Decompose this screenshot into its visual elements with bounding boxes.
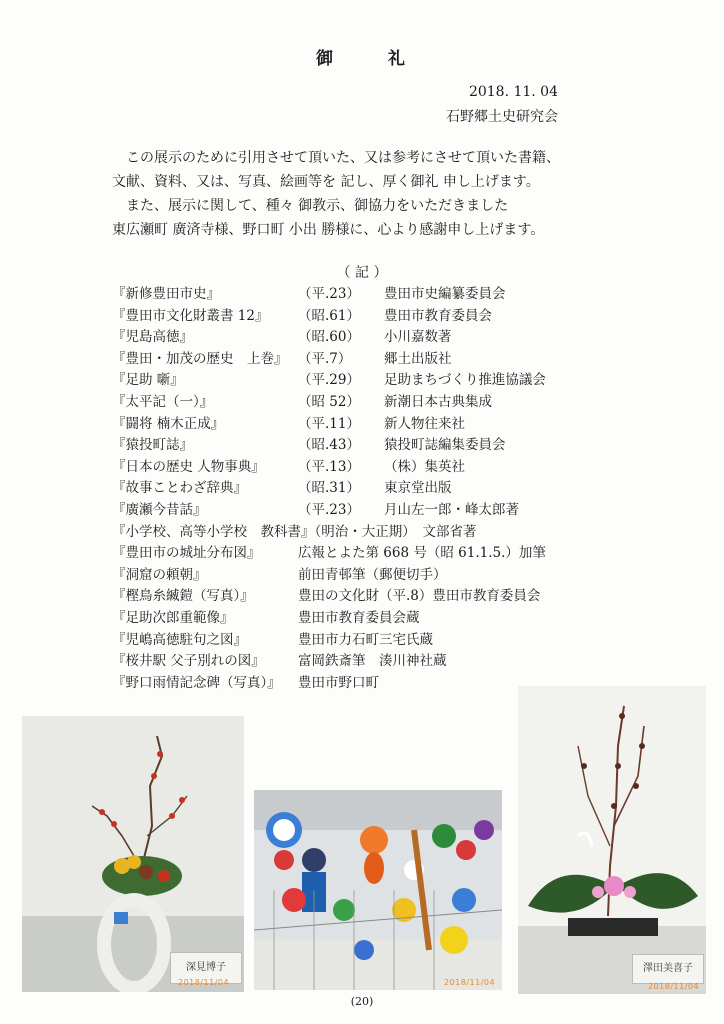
reference-year: （平.11） (298, 415, 360, 432)
intro-line: また、展示に関して、種々 御教示、御協力をいただきました (126, 198, 509, 214)
reference-title: 『児嶋高徳駐句之図』 (112, 631, 247, 648)
reference-title: 『太平記（一）』 (112, 393, 214, 410)
ikebana-photo-left (22, 716, 244, 992)
title-char-2: 礼 (388, 49, 408, 69)
intro-paragraph (112, 146, 612, 242)
reference-row (112, 280, 632, 302)
reference-title: 『新修豊田市史』 (112, 286, 220, 302)
reference-row (112, 431, 632, 453)
reference-year: （昭 52） (298, 393, 360, 410)
reference-publisher: 豊田市野口町 (298, 674, 379, 691)
reference-title: 『樫鳥糸縅鎧（写真）』 (112, 588, 254, 605)
reference-title: 『児島高徳』 (112, 329, 193, 346)
reference-title: 『豊田市の城址分布図』 (112, 545, 261, 562)
reference-publisher: （株）集英社 (384, 458, 465, 475)
reference-title: 『廣瀬今昔話』 (112, 501, 207, 518)
reference-year: （昭.31） (298, 480, 360, 497)
reference-row (112, 604, 632, 626)
reference-row (112, 410, 632, 432)
reference-publisher: 足助まちづくり推進協議会 (384, 372, 546, 389)
reference-publisher: 猿投町誌編集委員会 (384, 437, 506, 454)
reference-title: 『桜井駅 父子別れの図』 (112, 653, 265, 670)
intro-line: 文献、資料、又は、写真、絵画等を 記し、厚く御礼 申し上げます。 (112, 174, 540, 190)
reference-row (112, 496, 632, 518)
reference-publisher: 豊田市史編纂委員会 (384, 286, 506, 302)
reference-row (112, 388, 632, 410)
reference-publisher: 小川嘉数著 (384, 329, 452, 346)
reference-year: （平.29） (298, 372, 360, 389)
page-number: (20) (350, 995, 374, 1008)
intro-line: この展示のために引用させて頂いた、又は参考にさせて頂いた書籍、 (126, 150, 560, 166)
title-char-1: 御 (316, 49, 336, 69)
intro-line: 東広瀬町 廣済寺様、野口町 小出 勝様に、心より感謝申し上げます。 (112, 222, 545, 238)
reference-title: 『豊田・加茂の歴史 上巻』 (112, 350, 288, 367)
reference-title: 『野口雨情記念碑（写真）』 (112, 674, 281, 691)
reference-title: 『豊田市文化財叢書 12』 (112, 307, 269, 324)
organization-name: 石野郷土史研究会 (446, 109, 558, 125)
reference-row (112, 474, 632, 496)
reference-publisher: 新人物往来社 (384, 415, 465, 432)
reference-publisher: 豊田の文化財（平.8）豊田市教育委員会 (298, 588, 541, 605)
reference-row (112, 345, 632, 367)
reference-year: （平.7） (298, 350, 352, 367)
reference-list (112, 280, 632, 690)
reference-publisher: 前田青邨筆（郵便切手） (298, 566, 447, 583)
reference-publisher: 月山左一郎・峰太郎著 (384, 501, 519, 518)
reference-title: 『足助次郎重範像』 (112, 609, 234, 626)
date: 2018. 11. 04 (468, 84, 558, 100)
reference-year: （平.13） (298, 458, 360, 475)
ki-heading: （ 記 ） (336, 265, 388, 281)
date-stamp: 2018/11/04 (178, 978, 230, 987)
name-card: 澤田美喜子 (632, 954, 704, 984)
reference-year: （昭.61） (298, 307, 360, 324)
reference-publisher: 新潮日本古典集成 (384, 393, 492, 410)
reference-row (112, 561, 632, 583)
name-card: 深見博子 (170, 952, 242, 984)
reference-publisher: 豊田市教育委員会 (384, 307, 492, 324)
reference-row (112, 626, 632, 648)
reference-year: （昭.60） (298, 329, 360, 346)
reference-row (112, 323, 632, 345)
reference-title: 『小学校、高等小学校 教科書』（明治・大正期） 文部省著 (112, 523, 477, 540)
reference-publisher: 広報とよた第 668 号（昭 61.1.5.）加筆 (298, 545, 546, 562)
reference-publisher: 豊田市教育委員会蔵 (298, 609, 420, 626)
reference-year: （平.23） (298, 286, 360, 302)
reference-title: 『猿投町誌』 (112, 437, 193, 454)
date-stamp: 2018/11/04 (444, 978, 496, 987)
reference-publisher: 豊田市力石町三宅氏蔵 (298, 631, 433, 648)
date-stamp: 2018/11/04 (648, 982, 700, 991)
reference-year: （昭.43） (298, 437, 360, 454)
balloon-photo-center (254, 790, 502, 990)
reference-row (112, 539, 632, 561)
reference-title: 『闘将 楠木正成』 (112, 415, 225, 432)
reference-year: （平.23） (298, 501, 360, 518)
reference-title: 『故事ことわざ辞典』 (112, 480, 247, 497)
reference-row (112, 582, 632, 604)
reference-row (112, 302, 632, 324)
reference-publisher: 東京堂出版 (384, 480, 452, 497)
reference-title: 『足助 噺』 (112, 372, 184, 389)
reference-publisher: 富岡鉄斎筆 湊川神社蔵 (298, 653, 447, 670)
ikebana-photo-right (518, 686, 706, 994)
page-title (0, 44, 724, 69)
reference-row (112, 453, 632, 475)
reference-title: 『洞窟の頼朝』 (112, 566, 207, 583)
reference-publisher: 郷土出版社 (384, 350, 452, 367)
reference-title: 『日本の歴史 人物事典』 (112, 458, 265, 475)
reference-row (112, 518, 632, 540)
reference-row (112, 647, 632, 669)
reference-row (112, 366, 632, 388)
